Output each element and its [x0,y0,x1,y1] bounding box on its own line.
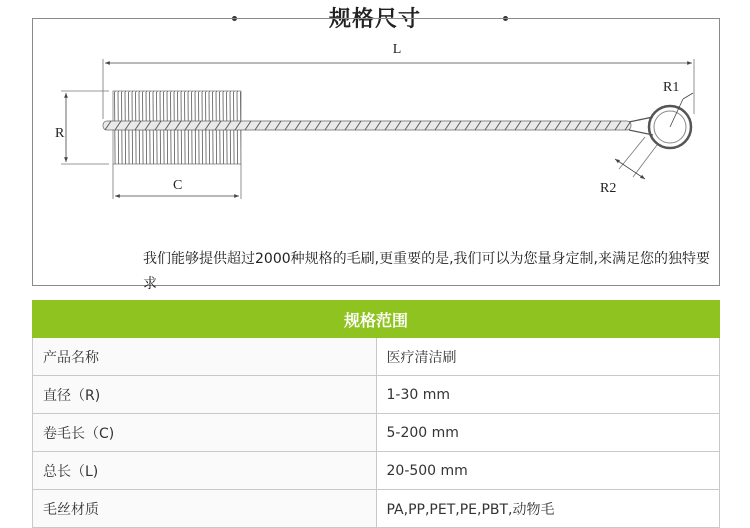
spec-table [32,300,720,528]
table-row [33,338,720,376]
table-row [33,490,720,528]
row-value: 5-200 mm [376,414,720,452]
row-label: 卷毛长（C) [33,414,377,452]
table-row [33,452,720,490]
brush-drawing [33,19,719,285]
row-value: PA,PP,PET,PE,PBT,动物毛 [376,490,720,528]
row-value: 1-30 mm [376,376,720,414]
page-title: 规格尺寸 [328,7,421,32]
r1-leader-tail [683,93,693,99]
label-r2: R2 [600,181,617,196]
row-label: 直径（R) [33,376,377,414]
spec-table-heading: 规格范围 [33,301,720,338]
label-l: L [392,42,402,57]
table-row [33,414,720,452]
row-label: 毛丝材质 [33,490,377,528]
row-label: 产品名称 [33,338,377,376]
r2-extension-b [633,145,657,177]
twisted-wire-stem [103,121,631,130]
row-value: 20-500 mm [376,452,720,490]
description-text: 我们能够提供超过2000种规格的毛刷,更重要的是,我们可以为您量身定制,来满足您的独特要求 [143,251,710,292]
label-c: C [173,178,183,193]
table-row [33,376,720,414]
r1-leader [670,99,683,127]
dimension-diagram [32,18,720,292]
label-r1: R1 [663,80,680,95]
spec-table-header-row [33,301,720,338]
row-label: 总长（L) [33,452,377,490]
row-value: 医疗清洁刷 [376,338,720,376]
label-r: R [55,126,65,141]
